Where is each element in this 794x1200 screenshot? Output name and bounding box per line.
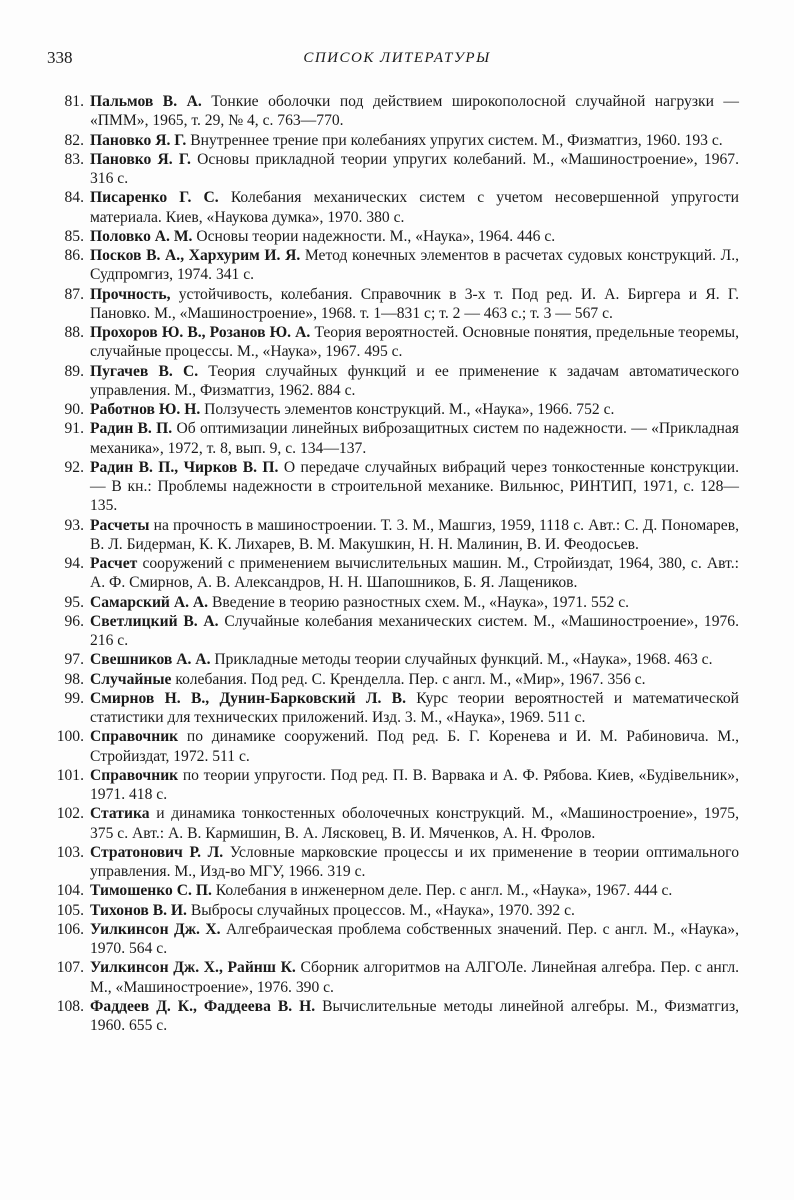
bibliography-entry <box>0 958 794 997</box>
entry-text: Ползучесть элементов конструкций. М., «Наука», 1966. 752 с. <box>204 401 615 418</box>
entry-number: 95. <box>64 593 84 611</box>
entry-author: Самарский А. А. <box>90 593 209 611</box>
entry-number: 107. <box>56 959 84 977</box>
entry-number: 100. <box>56 728 84 746</box>
bibliography-entry <box>0 670 794 689</box>
entry-author: Пугачев В. С. <box>90 362 199 380</box>
entry-number: 101. <box>56 766 84 784</box>
entry-author: Пановко Я. Г. <box>90 131 187 149</box>
entry-author: Уилкинсон Дж. Х., Райнш К. <box>90 959 296 977</box>
entry-number: 83. <box>64 150 84 168</box>
entry-author: Расчеты <box>90 516 150 534</box>
entry-text: Выбросы случайных процессов. М., «Наука», 1970. 392 с. <box>190 901 575 919</box>
entry-author: Писаренко Г. С. <box>90 189 219 207</box>
bibliography-entry <box>0 419 794 458</box>
entry-number: 96. <box>64 612 84 630</box>
entry-text: на прочность в машиностроении. Т. 3. М., Машгиз, 1959, 1118 с. Авт.: С. Д. Пономарев, В. Л. Бидерман, К. К. Лихарев, В. М. Макушкин, Н. Н. Малинин, В. И. Феодосьев. <box>90 516 739 553</box>
bibliography-entry <box>0 554 794 593</box>
entry-number: 103. <box>56 843 84 861</box>
entry-author: Свешников А. А. <box>90 651 211 669</box>
bibliography-entry <box>0 843 794 882</box>
entry-text: Вычислительные методы линейной алгебры. М., Физматгиз, 1960. 655 с. <box>90 997 740 1034</box>
bibliography-entry <box>0 400 794 419</box>
entry-text: Теория вероятностей. Основные понятия, предельные теоремы, случайные процессы. М., «Наука», 1967. 495 с. <box>90 324 739 361</box>
entry-author: Случайные <box>90 670 172 688</box>
bibliography-entry <box>0 362 794 401</box>
entry-number: 90. <box>64 401 84 418</box>
bibliography-entry <box>0 804 794 843</box>
entry-text: Условные марковские процессы и их применение в теории оптимального управления. М., Изд-во МГУ, 1966. 319 с. <box>90 843 739 880</box>
entry-text: Колебания в инженерном деле. Пер. с англ. М., «Наука», 1967. 444 с. <box>215 882 673 900</box>
entry-author: Справочник <box>90 728 179 746</box>
entry-number: 81. <box>64 93 84 110</box>
entry-author: Фаддеев Д. К., Фаддеева В. Н. <box>90 997 316 1015</box>
entry-author: Пальмов В. А. <box>90 93 202 110</box>
entry-author: Радин В. П. <box>90 420 173 438</box>
page-header <box>0 48 794 76</box>
entry-text: по теории упругости. Под ред. П. В. Варвака и А. Ф. Рябова. Киев, «Будівельник», 1971. 418 с. <box>90 766 739 803</box>
entry-author: Прочность, <box>90 285 171 303</box>
bibliography-entry <box>0 593 794 612</box>
entry-text: Курс теории вероятностей и математической статистики для технических приложений. Изд. 3. М., «Наука», 1969. 511 с. <box>90 689 739 726</box>
entry-author: Посков В. А., Хархурим И. Я. <box>90 247 301 264</box>
entry-author: Светлицкий В. А. <box>90 612 219 630</box>
entry-author: Тихонов В. И. <box>90 901 187 919</box>
bibliography-entry <box>0 323 794 362</box>
entry-number: 94. <box>64 555 84 572</box>
bibliography-entry <box>0 458 794 516</box>
entry-text: Об оптимизации линейных виброзащитных систем по надежности. — «Прикладная механика», 1972, т. 8, вып. 9, с. 134—137. <box>90 420 739 457</box>
entry-number: 86. <box>64 247 84 264</box>
entry-text: колебания. Под ред. С. Кренделла. Пер. с англ. М., «Мир», 1967. 356 с. <box>175 670 646 688</box>
entry-number: 106. <box>56 920 84 938</box>
entry-text: О передаче случайных вибраций через тонкостенные конструкции. — В кн.: Проблемы надежности в строительной механике. Вильнюс, РИНТИП, 1971, с. 128—135. <box>90 458 739 515</box>
entry-text: Колебания механических систем с учетом несовершенной упругости материала. Киев, «Наукова думка», 1970. 380 с. <box>90 189 739 226</box>
entry-number: 93. <box>64 516 84 534</box>
running-title: СПИСОК ЛИТЕРАТУРЫ <box>303 50 491 66</box>
entry-number: 84. <box>64 189 84 207</box>
entry-number: 108. <box>56 997 84 1015</box>
entry-author: Справочник <box>90 766 179 784</box>
entry-text: Случайные колебания механических систем. М., «Машиностроение», 1976. 216 с. <box>90 612 739 649</box>
bibliography-entry <box>0 227 794 246</box>
entry-number: 105. <box>56 901 84 919</box>
bibliography-entry <box>0 727 794 766</box>
entry-text: Сборник алгоритмов на АЛГОЛе. Линейная алгебра. Пер. с англ. М., «Машиностроение», 1976. 390 с. <box>90 959 739 996</box>
bibliography-list <box>0 92 794 1035</box>
entry-author: Смирнов Н. В., Дунин-Барковский Л. В. <box>90 689 406 707</box>
entry-number: 88. <box>64 324 84 341</box>
entry-text: Основы теории надежности. М., «Наука», 1964. 446 с. <box>196 227 556 245</box>
entry-author: Работнов Ю. Н. <box>90 401 201 418</box>
bibliography-entry <box>0 516 794 555</box>
bibliography-entry <box>0 150 794 189</box>
bibliography-entry <box>0 920 794 959</box>
page-number: 338 <box>47 48 73 67</box>
entry-text: сооружений с применением вычислительных машин. М., Стройиздат, 1964, 380, с. Авт.: А. Ф. Смирнов, А. В. Александров, Н. Н. Шапошников, Б. Я. Лащеников. <box>90 555 739 592</box>
entry-number: 97. <box>64 651 84 669</box>
entry-author: Стратонович Р. Л. <box>90 843 224 861</box>
entry-number: 91. <box>64 420 84 438</box>
entry-number: 102. <box>56 805 84 823</box>
bibliography-entry <box>0 285 794 324</box>
entry-text: Прикладные методы теории случайных функций. М., «Наука», 1968. 463 с. <box>214 651 713 669</box>
entry-text: по динамике сооружений. Под ред. Б. Г. Коренева и И. М. Рабиновича. М., Стройиздат, 1972. 511 с. <box>90 728 739 765</box>
entry-number: 87. <box>64 285 84 303</box>
entry-number: 99. <box>64 689 84 707</box>
entry-text: и динамика тонкостенных оболочечных конструкций. М., «Машиностроение», 1975, 375 с. Авт.: А. В. Кармишин, В. А. Лясковец, В. И. Мяченков, А. Н. Фролов. <box>90 805 739 842</box>
entry-author: Статика <box>90 805 150 823</box>
entry-text: Алгебраическая проблема собственных значений. Пер. с англ. М., «Наука», 1970. 564 с. <box>90 920 739 957</box>
entry-author: Уилкинсон Дж. Х. <box>90 920 221 938</box>
entry-number: 104. <box>56 882 84 900</box>
bibliography-entry <box>0 881 794 900</box>
bibliography-entry <box>0 188 794 227</box>
entry-text: Теория случайных функций и ее применение к задачам автоматического управления. М., Физматгиз, 1962. 884 с. <box>90 362 739 399</box>
entry-author: Пановко Я. Г. <box>90 150 191 168</box>
bibliography-entry <box>0 766 794 805</box>
entry-author: Тимошенко С. П. <box>90 882 212 900</box>
entry-number: 92. <box>64 458 84 476</box>
entry-author: Радин В. П., Чирков В. П. <box>90 458 279 476</box>
bibliography-entry <box>0 901 794 920</box>
entry-text: Введение в теорию разностных схем. М., «Наука», 1971. 552 с. <box>211 593 630 611</box>
entry-text: Основы прикладной теории упругих колебаний. М., «Машиностроение», 1967. 316 с. <box>90 150 739 187</box>
entry-text: Тонкие оболочки под действием широкополосной случайной нагрузки — «ПММ», 1965, т. 29, № 4, с. 763—770. <box>90 93 740 130</box>
bibliography-entry <box>0 131 794 150</box>
bibliography-entry <box>0 689 794 728</box>
bibliography-entry <box>0 92 794 131</box>
entry-number: 85. <box>64 227 84 245</box>
entry-author: Прохоров Ю. В., Розанов Ю. А. <box>90 324 311 341</box>
entry-author: Половко А. М. <box>90 227 193 245</box>
entry-number: 98. <box>64 670 84 688</box>
bibliography-entry <box>0 246 794 285</box>
bibliography-entry <box>0 612 794 651</box>
bibliography-entry <box>0 997 794 1036</box>
entry-number: 82. <box>64 131 84 149</box>
entry-author: Расчет <box>90 555 138 572</box>
bibliography-entry <box>0 650 794 669</box>
entry-text: Внутреннее трение при колебаниях упругих систем. М., Физматгиз, 1960. 193 с. <box>190 131 723 149</box>
entry-number: 89. <box>64 362 84 380</box>
entry-text: устойчивость, колебания. Справочник в 3-х т. Под ред. И. А. Биргера и Я. Г. Пановко. М., «Машиностроение», 1968. т. 1—831 с; т. 2 — 463 с.; т. 3 — 567 с. <box>90 285 740 322</box>
entry-text: Метод конечных элементов в расчетах судовых конструкций. Л., Судпромгиз, 1974. 341 с. <box>90 247 739 284</box>
